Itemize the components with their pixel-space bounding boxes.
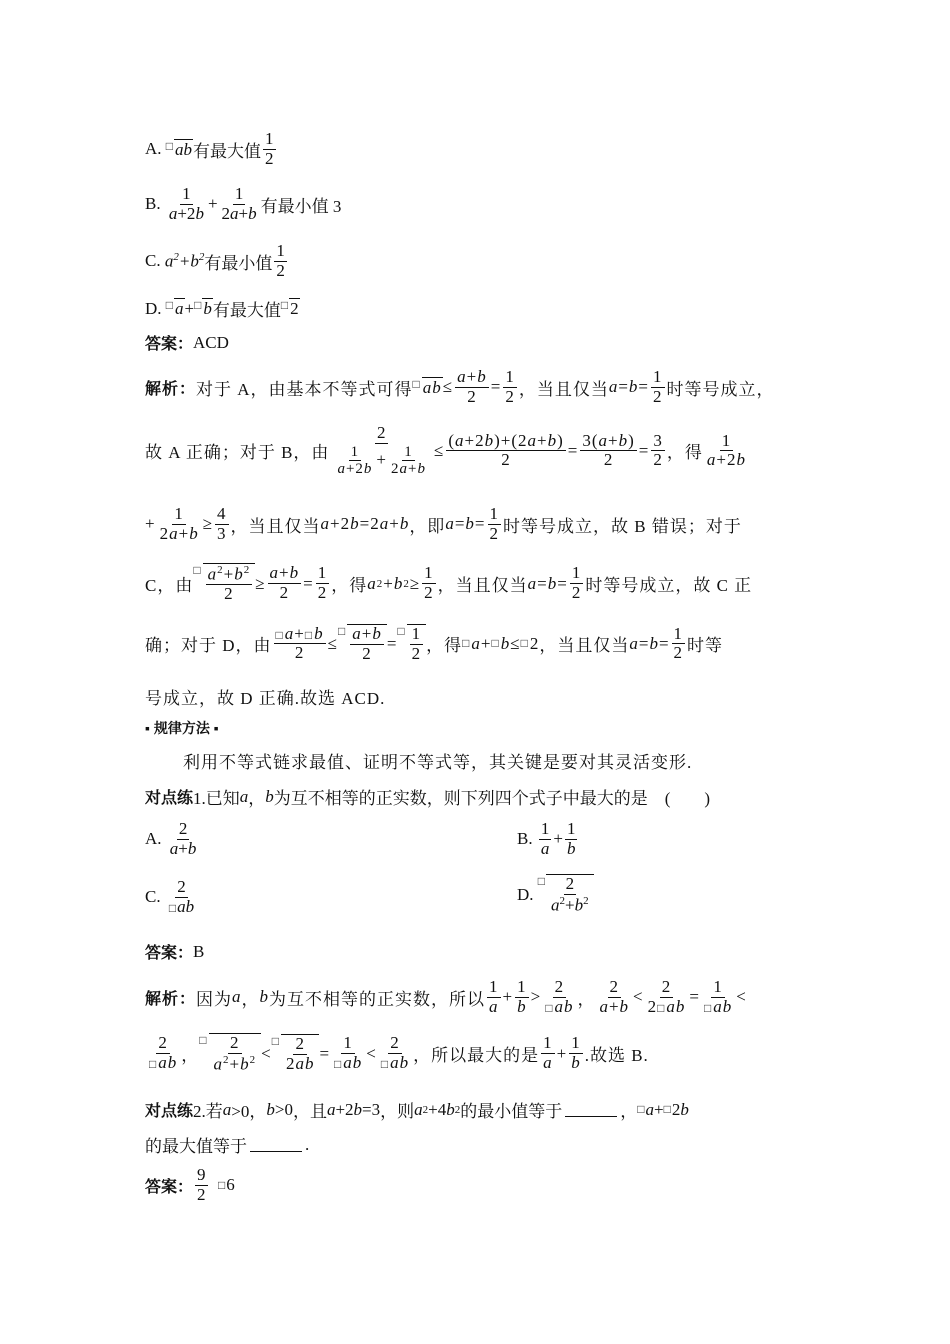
- analysis-1-line-5: 确；对于 D，由 $\frac{□a+□b}{2}$ ≤ □ $\frac{a+b}{2}$ = □ $\frac{1}{2}$ ，得 □ a + □ b ≤ □ 2 ，当且仅当 a = b = $\frac{1}{2}$ 时等: [145, 623, 724, 663]
- text: ，得: [331, 576, 368, 596]
- fraction: $\frac{1}{b}$: [566, 819, 576, 858]
- text: ，则: [380, 1102, 415, 1121]
- sqrt-fraction: □ $\frac{a+b}{2}$: [338, 624, 387, 663]
- analysis-1-line-3: + $\frac{1}{2a+b}$ ≥ $\frac{4}{3}$ ，当且仅当 a +2 b =2 a + b ，即 a = b = $\frac{1}{2}$ 时等号成立，故 B 错误；对于: [145, 504, 742, 543]
- method-title: [145, 718, 219, 738]
- fraction-half: $\frac{1}{2}$: [673, 623, 684, 663]
- text: 为互不相等的正实数，所以: [269, 989, 486, 1009]
- blank-1[interactable]: [565, 1102, 617, 1117]
- option-c-text: 有最小值: [204, 253, 273, 273]
- answer-2: [145, 940, 204, 963]
- practice-1-option-d: [517, 874, 594, 915]
- analysis-1-line-2: 故 A 正确；对于 B，由 2 $\frac{1}{a+2b}$ + $\frac{1}{2a+b}$ ≤ $\frac{(a+2b)+(2a+b)}{2}$ = $\frac{3(a+b)}{2}$ = $\frac{3}{2}$ ，得 $\frac{1}{a+2b}$: [145, 423, 746, 478]
- fraction: $\frac{3(a+b)}{2}$: [582, 430, 635, 470]
- option-a: [145, 130, 278, 168]
- answer-label: 答案：: [145, 945, 194, 962]
- expr: a: [608, 377, 619, 397]
- text: ，当且仅当: [437, 576, 528, 596]
- practice-label: 对点练: [145, 790, 194, 807]
- sqrt-ab: □ ab: [165, 138, 193, 159]
- fraction: $\frac{a+b}{2}$: [269, 563, 300, 603]
- answer-paren: ( ): [664, 789, 711, 808]
- sqrt-a: □ a: [165, 298, 184, 318]
- text: ，且: [292, 1102, 327, 1121]
- text: 时等号成立，: [666, 379, 775, 399]
- answer-1: [145, 331, 229, 354]
- answer-label: 答案：: [145, 1178, 194, 1196]
- text: ，当且仅当: [539, 636, 630, 656]
- text: 确；对于 D，由: [145, 636, 272, 656]
- text: 2.若: [193, 1102, 223, 1121]
- sqrt-half: □ $\frac{1}{2}$: [397, 624, 426, 663]
- analysis-2-line-1: 解析： 因为 a ， b 为互不相等的正实数，所以 $\frac{1}{a}$ + $\frac{1}{b}$ > $\frac{2}{□ab}$ ， $\frac{2}{a+b}$ < $\frac{2}{2□ab}$ = $\frac{1}{□ab}$ <: [145, 977, 747, 1016]
- complex-fraction: 2 $\frac{1}{a+2b}$ + $\frac{1}{2a+b}$: [337, 423, 426, 478]
- option-a-text: 有最大值: [193, 141, 262, 161]
- sqrt-fraction: □ $\frac{2}{a^2+b^2}$: [538, 874, 594, 915]
- practice-2-line-2: [145, 1132, 309, 1157]
- analysis-2-line-2: $\frac{2}{□ab}$ ， □ $\frac{2}{a^2+b^2}$ < □ $\frac{2}{2ab}$ = $\frac{1}{□ab}$ < $\frac{2}{□ab}$ ，所以最大的是 $\frac{1}{a}$ + $\frac{1}{b}$ .故选 B.: [149, 1033, 649, 1074]
- option-label: C.: [145, 887, 161, 907]
- analysis-label: 解析：: [145, 990, 197, 1008]
- text: 号成立，故 D 正确.故选 ACD.: [145, 689, 386, 708]
- fraction-half: $\frac{1}{2}$: [317, 563, 328, 603]
- fraction-half: $\frac{1}{2}$: [653, 367, 663, 406]
- option-b-text: 有最小值 3: [260, 196, 342, 216]
- fraction-half: $\frac{1}{2}$: [276, 241, 285, 280]
- text: 1.已知: [193, 789, 240, 808]
- answer-value: ACD: [193, 332, 229, 352]
- option-d: D. □ a + □ b 有最大值 □ 2: [145, 298, 299, 320]
- option-c-label: C.: [145, 251, 161, 271]
- fraction-1-2ab: $\frac{1}{2a+b}$: [159, 504, 199, 543]
- practice-label: 对点练: [145, 1103, 194, 1120]
- text: .故选 B.: [584, 1046, 649, 1066]
- method-text: [183, 748, 692, 773]
- method-heading: ▪ 规律方法 ▪: [145, 720, 219, 736]
- fraction-1-a2b: $\frac{1}{a+2b}$: [706, 430, 746, 470]
- text: 因为: [196, 989, 233, 1009]
- option-a-label: A.: [145, 139, 162, 159]
- fraction: $\frac{4}{3}$: [217, 504, 227, 543]
- answer-value: B: [193, 941, 205, 961]
- expr-a2-b2: $a^2+b^2$: [164, 250, 205, 271]
- text: ，得: [426, 636, 463, 656]
- analysis-label: 解析：: [145, 380, 197, 398]
- analysis-1-line-6: [145, 684, 385, 709]
- text: ，当且仅当: [518, 379, 609, 399]
- option-d-text: 有最大值: [212, 301, 281, 320]
- fraction-half: $\frac{1}{2}$: [265, 129, 274, 168]
- option-label: B.: [517, 829, 533, 849]
- fraction-1-a2b: $\frac{1}{a+2b}$: [168, 184, 204, 223]
- fraction: $\frac{(a+2b)+(2a+b)}{2}$: [448, 430, 564, 470]
- fraction-half: $\frac{1}{2}$: [505, 367, 515, 406]
- fraction: $\frac{□a+□b}{2}$: [275, 623, 324, 663]
- answer-3: 答案： $\frac{9}{2}$ □ 6: [145, 1165, 235, 1204]
- fraction-half: $\frac{1}{2}$: [424, 563, 434, 603]
- text: 时等: [687, 636, 724, 656]
- text: 的最大值等于: [145, 1137, 247, 1156]
- text: ，即: [409, 516, 446, 536]
- sqrt-b: □ b: [194, 298, 212, 318]
- fraction-half: $\frac{1}{2}$: [571, 563, 582, 603]
- text: C，由: [145, 576, 194, 596]
- fraction-1-2ab: $\frac{1}{2a+b}$: [221, 184, 257, 223]
- blank-2[interactable]: [250, 1137, 302, 1152]
- option-b: B. $\frac{1}{a+2b}$ + $\frac{1}{2a+b}$ 有最小值 3: [145, 184, 342, 223]
- text: 时等号成立，故 B 错误；对于: [503, 516, 742, 536]
- option-c: [145, 242, 289, 280]
- sqrt-ab: □ ab: [412, 376, 442, 397]
- text: 的最小值等于: [460, 1102, 563, 1121]
- text: 对于 A，由基本不等式可得: [196, 379, 413, 399]
- text: 利用不等式链求最值、证明不等式等，其关键是要对其灵活变形.: [183, 753, 693, 772]
- text: 为互不相等的正实数，则下列四个式子中最大的是: [273, 789, 648, 808]
- option-label: A.: [145, 829, 162, 849]
- text: ，得: [666, 443, 703, 463]
- fraction: $\frac{1}{a}$: [540, 819, 550, 858]
- text: 故 A 正确；对于 B，由: [145, 443, 330, 463]
- practice-1-option-a: [145, 820, 200, 858]
- sqrt-fraction: □ $\frac{a^2+b^2}{2}$: [193, 563, 255, 604]
- text: ，所以最大的是: [413, 1046, 540, 1066]
- fraction: $\frac{3}{2}$: [653, 430, 663, 470]
- sqrt-2: □ 2: [280, 298, 299, 318]
- answer-label: 答案：: [145, 336, 194, 353]
- text: 时等号成立，故 C 正: [585, 576, 753, 596]
- option-label: D.: [517, 884, 534, 904]
- text: .: [305, 1134, 310, 1154]
- fraction: $\frac{a+b}{2}$: [457, 367, 487, 406]
- fraction: $\frac{2}{□ab}$: [168, 877, 195, 916]
- practice-1-option-b: B. $\frac{1}{a}$ + $\frac{1}{b}$: [517, 819, 576, 858]
- text: ，当且仅当: [230, 516, 321, 536]
- analysis-1-line-4: C，由 □ $\frac{a^2+b^2}{2}$ ≥ $\frac{a+b}{2}$ = $\frac{1}{2}$ ，得 a 2 + b 2 ≥ $\frac{1}{2}$ ，当且仅当 a = b = $\frac{1}{2}$ 时等号成立，故 C 正: [145, 563, 753, 604]
- fraction: $\frac{9}{2}$: [197, 1165, 206, 1204]
- fraction-half: $\frac{1}{2}$: [489, 504, 499, 543]
- practice-2: 对点练 2.若 a >0， b >0 ，且 a +2 b =3 ，则 a 2 +4 b 2 的最小值等于 ， □ a + □ 2 b: [145, 1097, 689, 1122]
- analysis-1-line-1: 解析： 对于 A，由基本不等式可得 □ ab ≤ $\frac{a+b}{2}$ = $\frac{1}{2}$ ，当且仅当 a = b = $\frac{1}{2}$ 时等号成立，: [145, 367, 775, 406]
- practice-1-option-c: [145, 878, 198, 916]
- fraction: $\frac{2}{a+b}$: [169, 819, 197, 858]
- option-b-label: B.: [145, 194, 161, 214]
- option-d-label: D.: [145, 298, 162, 318]
- practice-1: 对点练 1.已知 a ， b 为互不相等的正实数，则下列四个式子中最大的是 ( ): [145, 784, 710, 809]
